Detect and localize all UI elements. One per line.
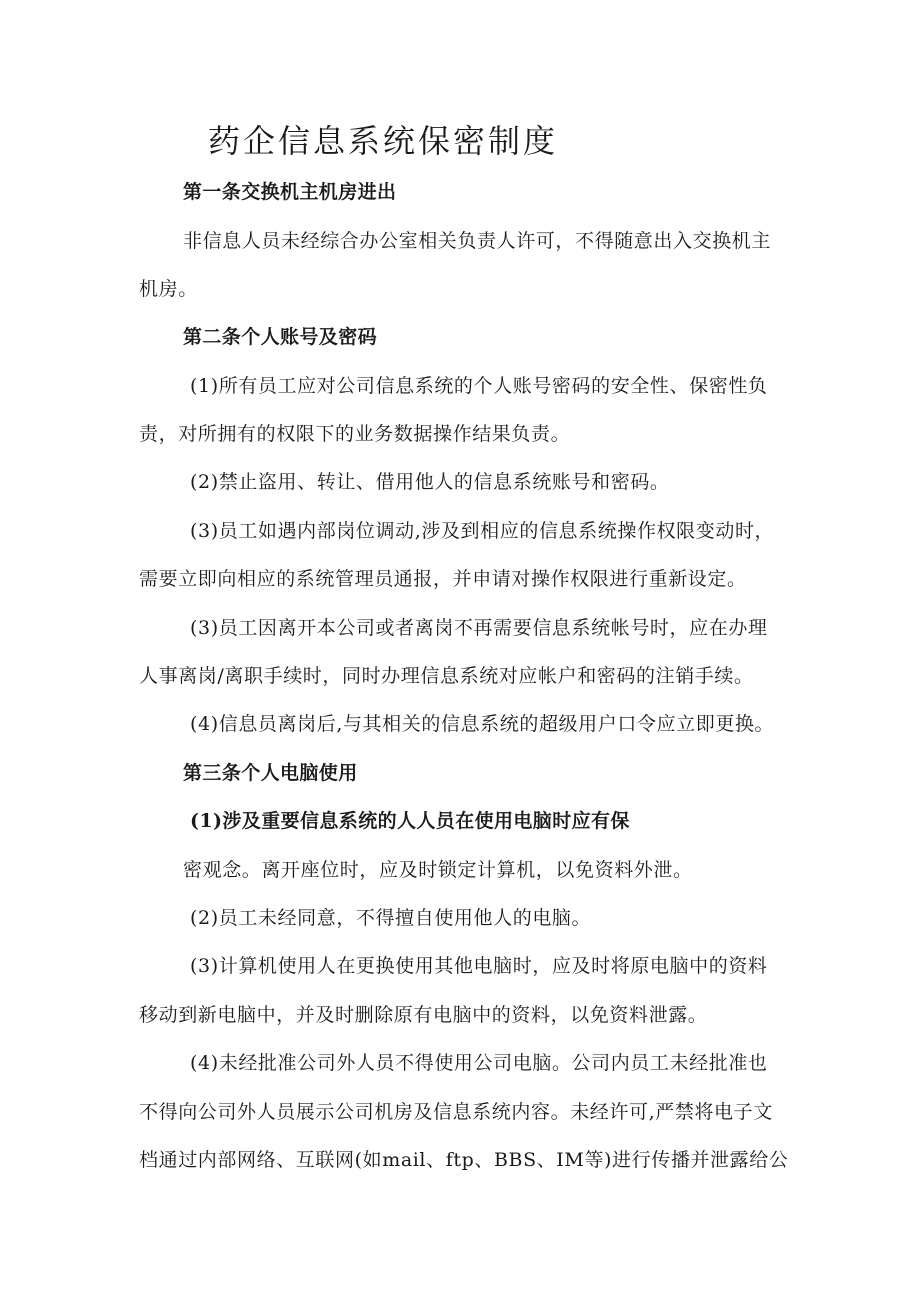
paragraph-line: (4)未经批准公司外人员不得使用公司电脑。公司内员工未经批准也 <box>190 1052 768 1074</box>
section-heading-1: 第一条交换机主机房进出 <box>183 181 397 203</box>
paragraph-line: (3)计算机使用人在更换使用其他电脑时，应及时将原电脑中的资料 <box>190 955 768 977</box>
paragraph-line: 密观念。离开座位时，应及时锁定计算机，以免资料外泄。 <box>183 859 693 881</box>
section-heading-2: 第二条个人账号及密码 <box>183 326 378 348</box>
paragraph-line: (3)员工如遇内部岗位调动,涉及到相应的信息系统操作权限变动时， <box>190 520 775 542</box>
paragraph-line: (3)员工因离开本公司或者离岗不再需要信息系统帐号时，应在办理 <box>190 617 768 639</box>
paragraph-line: 机房。 <box>139 278 198 300</box>
paragraph-line: (4)信息员离岗后,与其相关的信息系统的超级用户口令应立即更换。 <box>190 713 775 735</box>
paragraph-line: 移动到新电脑中，并及时删除原有电脑中的资料，以免资料泄露。 <box>139 1004 708 1026</box>
paragraph-line: (2)员工未经同意，不得擅自使用他人的电脑。 <box>190 907 592 929</box>
paragraph-line: 非信息人员未经综合办公室相关负责人许可，不得随意出入交换机主 <box>183 230 772 252</box>
paragraph-line: 不得向公司外人员展示公司机房及信息系统内容。未经许可,严禁将电子文 <box>139 1101 773 1123</box>
paragraph-line: (1)所有员工应对公司信息系统的个人账号密码的安全性、保密性负 <box>190 375 768 397</box>
section-heading-3: 第三条个人电脑使用 <box>183 762 358 784</box>
paragraph-line: 档通过内部网络、互联网(如mail、ftp、BBS、IM等)进行传播并泄露给公 <box>139 1149 789 1171</box>
paragraph-line: 需要立即向相应的系统管理员通报，并申请对操作权限进行重新设定。 <box>139 568 747 590</box>
paragraph-line: (2)禁止盗用、转让、借用他人的信息系统账号和密码。 <box>190 471 670 493</box>
paragraph-line: 人事离岗/离职手续时，同时办理信息系统对应帐户和密码的注销手续。 <box>139 665 754 687</box>
paragraph-line: 责，对所拥有的权限下的业务数据操作结果负责。 <box>139 423 571 445</box>
paragraph-line: (1)涉及重要信息系统的人人员在使用电脑时应有保 <box>190 810 630 832</box>
document-title: 药企信息系统保密制度 <box>208 122 559 160</box>
